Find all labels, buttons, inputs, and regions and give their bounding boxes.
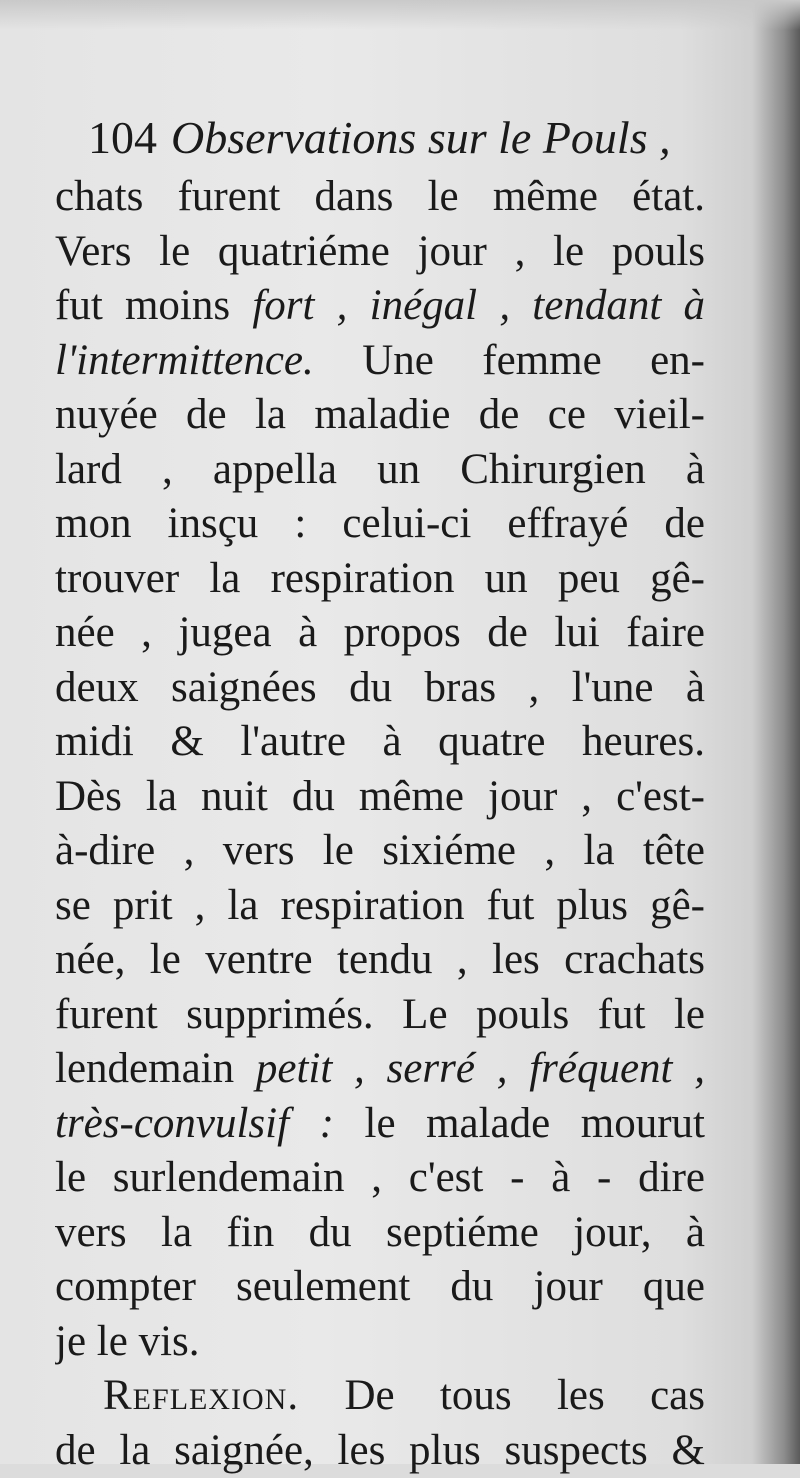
text-line: née , jugea à propos de lui faire [55,606,705,661]
text-line: l'intermittence. Une femme en- [55,334,705,389]
text-line: de la saignée, les plus suspects & [55,1424,705,1478]
text-line: chats furent dans le même état. [55,170,705,225]
text-line: vers la fin du septiéme jour, à [55,1206,705,1261]
text-line: à-dire , vers le sixiéme , la tête [55,824,705,879]
text-line: Reflexion. De tous les cas [55,1369,705,1424]
text-line: le surlendemain , c'est - à - dire [55,1151,705,1206]
text-line: lard , appella un Chirurgien à [55,443,705,498]
text-line: je le vis. [55,1315,705,1370]
text-line: deux saignées du bras , l'une à [55,661,705,716]
text-line: se prit , la respiration fut plus gê- [55,879,705,934]
text-line: mon insçu : celui-ci effrayé de [55,497,705,552]
body-text [55,170,705,1478]
running-header [88,108,688,168]
text-line: lendemain petit , serré , fréquent , [55,1042,705,1097]
text-line: midi & l'autre à quatre heures. [55,715,705,770]
page-number: 104 [88,112,157,163]
text-line: furent supprimés. Le pouls fut le [55,988,705,1043]
text-line: Dès la nuit du même jour , c'est- [55,770,705,825]
section-heading: Reflexion. [103,1372,299,1419]
text-line: compter seulement du jour que [55,1260,705,1315]
text-line: Vers le quatriéme jour , le pouls [55,225,705,280]
text-line: fut moins fort , inégal , tendant à [55,279,705,334]
text-line: nuyée de la maladie de ce vieil- [55,388,705,443]
text-line: très-convulsif : le malade mourut [55,1097,705,1152]
running-title: Observations sur le Pouls , [171,112,671,163]
text-line: trouver la respiration un peu gê- [55,552,705,607]
page-top-shadow [0,0,800,30]
text-line: née, le ventre tendu , les crachats [55,933,705,988]
